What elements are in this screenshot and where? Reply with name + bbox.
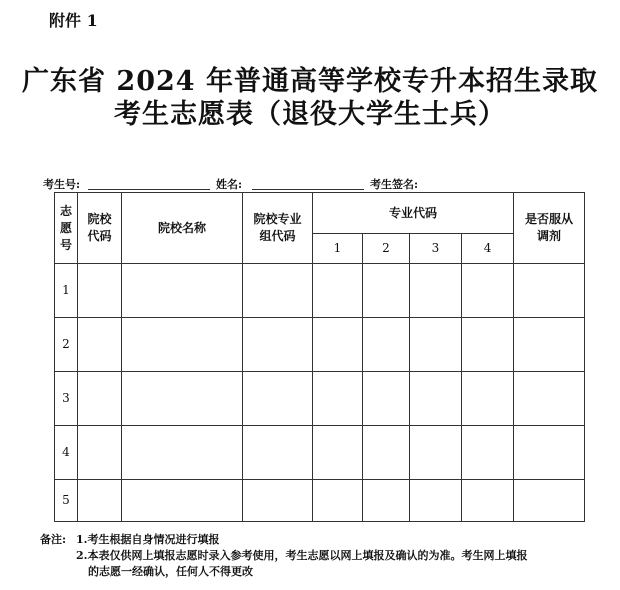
cell-group-code[interactable] bbox=[243, 426, 313, 480]
header-major-4: 4 bbox=[462, 234, 514, 264]
cell-school-name[interactable] bbox=[122, 426, 243, 480]
table-row bbox=[55, 372, 585, 426]
header-school-name: 院校名称 bbox=[122, 193, 243, 264]
cell-major-2[interactable] bbox=[363, 372, 410, 426]
note-item-2-continued: 的志愿一经确认，任何人不得更改 bbox=[88, 565, 253, 578]
cell-school-code[interactable] bbox=[78, 264, 122, 318]
header-group-code: 院校专业组代码 bbox=[243, 193, 313, 264]
cell-major-2[interactable] bbox=[363, 480, 410, 522]
cell-major-3[interactable] bbox=[410, 480, 462, 522]
cell-major-4[interactable] bbox=[462, 318, 514, 372]
table-header-row bbox=[55, 193, 585, 234]
header-school-code: 院校代码 bbox=[78, 193, 122, 264]
cell-school-name[interactable] bbox=[122, 372, 243, 426]
cell-major-2[interactable] bbox=[363, 426, 410, 480]
cell-school-code[interactable] bbox=[78, 318, 122, 372]
signature-label: 考生签名: bbox=[370, 178, 419, 191]
choice-number: 1 bbox=[55, 264, 78, 318]
cell-major-1[interactable] bbox=[313, 480, 363, 522]
cell-major-4[interactable] bbox=[462, 264, 514, 318]
candidate-no-label: 考生号: bbox=[43, 178, 81, 191]
attachment-label: 附件 1 bbox=[49, 11, 98, 30]
header-choice-no: 志愿号 bbox=[55, 193, 78, 264]
choice-form-table bbox=[54, 192, 585, 522]
cell-major-4[interactable] bbox=[462, 372, 514, 426]
choice-number: 4 bbox=[55, 426, 78, 480]
cell-obey-adjust[interactable] bbox=[514, 426, 585, 480]
cell-major-1[interactable] bbox=[313, 372, 363, 426]
choice-number: 3 bbox=[55, 372, 78, 426]
table-row bbox=[55, 318, 585, 372]
cell-obey-adjust[interactable] bbox=[514, 318, 585, 372]
cell-major-2[interactable] bbox=[363, 318, 410, 372]
candidate-no-blank[interactable] bbox=[88, 189, 210, 190]
choice-number: 5 bbox=[55, 480, 78, 522]
cell-school-code[interactable] bbox=[78, 480, 122, 522]
notes-label: 备注: bbox=[40, 533, 67, 546]
choice-number: 2 bbox=[55, 318, 78, 372]
header-major-2: 2 bbox=[363, 234, 410, 264]
header-obey-adjust: 是否服从调剂 bbox=[514, 193, 585, 264]
header-major-3: 3 bbox=[410, 234, 462, 264]
cell-major-4[interactable] bbox=[462, 426, 514, 480]
cell-major-1[interactable] bbox=[313, 426, 363, 480]
cell-group-code[interactable] bbox=[243, 480, 313, 522]
cell-school-name[interactable] bbox=[122, 480, 243, 522]
cell-obey-adjust[interactable] bbox=[514, 264, 585, 318]
form-title-line2: 考生志愿表（退役大学生士兵） bbox=[114, 99, 506, 130]
cell-major-3[interactable] bbox=[410, 264, 462, 318]
cell-group-code[interactable] bbox=[243, 318, 313, 372]
cell-major-1[interactable] bbox=[313, 264, 363, 318]
cell-major-1[interactable] bbox=[313, 318, 363, 372]
note-item-1: 1.考生根据自身情况进行填报 bbox=[76, 533, 220, 546]
table-row bbox=[55, 264, 585, 318]
cell-obey-adjust[interactable] bbox=[514, 372, 585, 426]
header-major-1: 1 bbox=[313, 234, 363, 264]
table-row bbox=[55, 480, 585, 522]
cell-obey-adjust[interactable] bbox=[514, 480, 585, 522]
note-item-2: 2.本表仅供网上填报志愿时录入参考使用，考生志愿以网上填报及确认的为准。考生网上填报 bbox=[76, 549, 528, 562]
cell-group-code[interactable] bbox=[243, 372, 313, 426]
cell-major-3[interactable] bbox=[410, 318, 462, 372]
cell-group-code[interactable] bbox=[243, 264, 313, 318]
cell-school-code[interactable] bbox=[78, 372, 122, 426]
cell-major-4[interactable] bbox=[462, 480, 514, 522]
cell-major-3[interactable] bbox=[410, 372, 462, 426]
name-label: 姓名: bbox=[216, 178, 243, 191]
name-blank[interactable] bbox=[252, 189, 364, 190]
cell-school-code[interactable] bbox=[78, 426, 122, 480]
header-major-code: 专业代码 bbox=[313, 193, 514, 234]
cell-major-3[interactable] bbox=[410, 426, 462, 480]
table-row bbox=[55, 426, 585, 480]
cell-school-name[interactable] bbox=[122, 264, 243, 318]
cell-school-name[interactable] bbox=[122, 318, 243, 372]
cell-major-2[interactable] bbox=[363, 264, 410, 318]
form-title-line1: 广东省 2024 年普通高等学校专升本招生录取 bbox=[22, 66, 598, 97]
